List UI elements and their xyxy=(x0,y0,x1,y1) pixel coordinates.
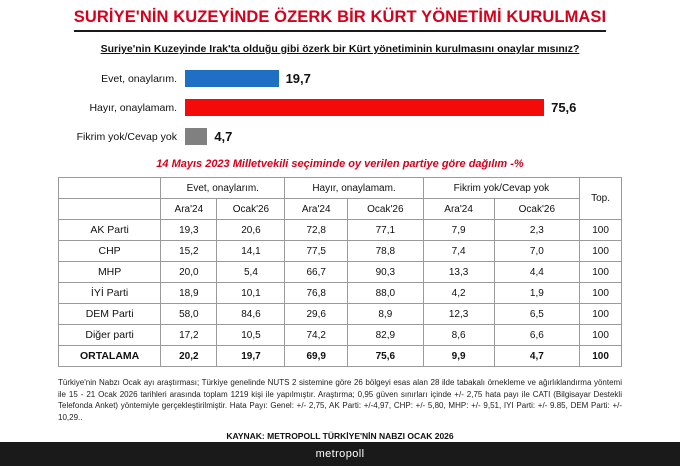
row-label: AK Parti xyxy=(59,220,161,241)
survey-question: Suriye'nin Kuzeyinde Irak'ta olduğu gibi özerk bir Kürt yönetiminin kurulmasını onaylar mısınız? xyxy=(100,43,580,55)
bar-row xyxy=(55,96,660,119)
cell: 10,5 xyxy=(217,325,285,346)
cell: 100 xyxy=(580,346,622,367)
row-label: İYİ Parti xyxy=(59,283,161,304)
bar-value: 4,7 xyxy=(214,129,233,144)
cell: 18,9 xyxy=(161,283,217,304)
bar-row xyxy=(55,67,660,90)
row-label: DEM Parti xyxy=(59,304,161,325)
table-row-average xyxy=(59,346,622,367)
cell: 6,6 xyxy=(494,325,580,346)
title-block xyxy=(0,0,680,34)
cell: 100 xyxy=(580,220,622,241)
cell: 6,5 xyxy=(494,304,580,325)
cell: 20,0 xyxy=(161,262,217,283)
cell: 8,6 xyxy=(423,325,494,346)
cell: 19,7 xyxy=(217,346,285,367)
sub-header-2: Ara'24 xyxy=(285,199,348,220)
bar-track xyxy=(185,96,660,119)
cell: 1,9 xyxy=(494,283,580,304)
cell: 58,0 xyxy=(161,304,217,325)
row-label: CHP xyxy=(59,241,161,262)
table-row xyxy=(59,220,622,241)
cell: 100 xyxy=(580,283,622,304)
bar-track xyxy=(185,67,660,90)
cell: 77,1 xyxy=(348,220,424,241)
breakdown-table-wrap xyxy=(0,177,680,367)
cell: 29,6 xyxy=(285,304,348,325)
bar-value: 19,7 xyxy=(285,71,311,86)
table-row xyxy=(59,304,622,325)
bar-fill-hayir xyxy=(185,99,544,116)
table-row xyxy=(59,325,622,346)
row-label: ORTALAMA xyxy=(59,346,161,367)
brand-logo: metropoll xyxy=(315,448,365,460)
cell: 4,2 xyxy=(423,283,494,304)
cell: 14,1 xyxy=(217,241,285,262)
cell: 100 xyxy=(580,325,622,346)
cell: 4,7 xyxy=(494,346,580,367)
cell: 69,9 xyxy=(285,346,348,367)
cell: 7,4 xyxy=(423,241,494,262)
cell: 20,6 xyxy=(217,220,285,241)
cell: 12,3 xyxy=(423,304,494,325)
table-row xyxy=(59,262,622,283)
table-title: 14 Mayıs 2023 Milletvekili seçiminde oy verilen partiye göre dağılım -% xyxy=(156,158,524,170)
source-line: KAYNAK: METROPOLL TÜRKİYE'NİN NABZI OCAK 2026 xyxy=(226,431,454,442)
bar-label: Hayır, onaylamam. xyxy=(89,101,177,114)
sub-header-5: Ocak'26 xyxy=(494,199,580,220)
cell: 75,6 xyxy=(348,346,424,367)
bar-fill-evet xyxy=(185,70,279,87)
table-row xyxy=(59,241,622,262)
page-title: SURİYE'NİN KUZEYİNDE ÖZERK BİR KÜRT YÖNETİMİ KURULMASI xyxy=(74,8,606,32)
cell: 17,2 xyxy=(161,325,217,346)
cell: 78,8 xyxy=(348,241,424,262)
bar-chart xyxy=(0,67,680,148)
group-header-evet: Evet, onaylarım. xyxy=(161,178,285,199)
cell: 76,8 xyxy=(285,283,348,304)
cell: 19,3 xyxy=(161,220,217,241)
group-header-fikrimyok: Fikrim yok/Cevap yok xyxy=(423,178,580,199)
cell: 13,3 xyxy=(423,262,494,283)
cell: 2,3 xyxy=(494,220,580,241)
cell: 10,1 xyxy=(217,283,285,304)
methodology-note: Türkiye'nin Nabzı Ocak ayı araştırması; Türkiye genelinde NUTS 2 sistemine göre 26 bölgeyi esas alan 28 ilde tabakalı örnekleme ve ağırlıklandırma yöntemi ile 15 - 21 Ocak 2026 tarihleri arasında toplam 1219 kişi ile yapılmıştır. Araştırma; 0,95 güven sınırları içinde +/- 2,75 hata payı ile CATI (Bilgisayar Destekli Telefonda Anket) yöntemiyle gerçekleştirilmiştir. Hata Payı: Genel: +/- 2,75, AK Parti: +/-4,97, CHP: +/- 5,80, MHP: +/- 9,51, IYI Parti: +/- 9.85, DEM Parti: +/- 10,29.. xyxy=(58,378,622,422)
cell: 100 xyxy=(580,241,622,262)
cell: 66,7 xyxy=(285,262,348,283)
cell: 15,2 xyxy=(161,241,217,262)
cell: 9,9 xyxy=(423,346,494,367)
table-header-groups xyxy=(59,178,622,199)
cell: 5,4 xyxy=(217,262,285,283)
cell: 72,8 xyxy=(285,220,348,241)
table-corner-cell xyxy=(59,178,161,199)
group-header-toplam: Top. xyxy=(580,178,622,220)
sub-header-4: Ara'24 xyxy=(423,199,494,220)
cell: 4,4 xyxy=(494,262,580,283)
cell: 90,3 xyxy=(348,262,424,283)
bar-value: 75,6 xyxy=(551,100,577,115)
row-label: Diğer parti xyxy=(59,325,161,346)
row-label: MHP xyxy=(59,262,161,283)
table-row xyxy=(59,283,622,304)
sub-header-1: Ocak'26 xyxy=(217,199,285,220)
cell: 77,5 xyxy=(285,241,348,262)
cell: 7,0 xyxy=(494,241,580,262)
cell: 74,2 xyxy=(285,325,348,346)
bar-track xyxy=(185,125,660,148)
cell: 88,0 xyxy=(348,283,424,304)
cell: 84,6 xyxy=(217,304,285,325)
breakdown-table xyxy=(58,177,622,367)
cell: 82,9 xyxy=(348,325,424,346)
cell: 20,2 xyxy=(161,346,217,367)
bar-row xyxy=(55,125,660,148)
cell: 7,9 xyxy=(423,220,494,241)
cell: 100 xyxy=(580,262,622,283)
bar-label: Evet, onaylarım. xyxy=(101,72,177,85)
group-header-hayir: Hayır, onaylamam. xyxy=(285,178,423,199)
sub-header-0: Ara'24 xyxy=(161,199,217,220)
cell: 100 xyxy=(580,304,622,325)
table-corner-cell-2 xyxy=(59,199,161,220)
table-header-subs xyxy=(59,199,622,220)
bar-label: Fikrim yok/Cevap yok xyxy=(76,130,177,143)
cell: 8,9 xyxy=(348,304,424,325)
sub-header-3: Ocak'26 xyxy=(348,199,424,220)
footer-bar xyxy=(0,442,680,466)
bar-fill-fikrim-yok xyxy=(185,128,207,145)
